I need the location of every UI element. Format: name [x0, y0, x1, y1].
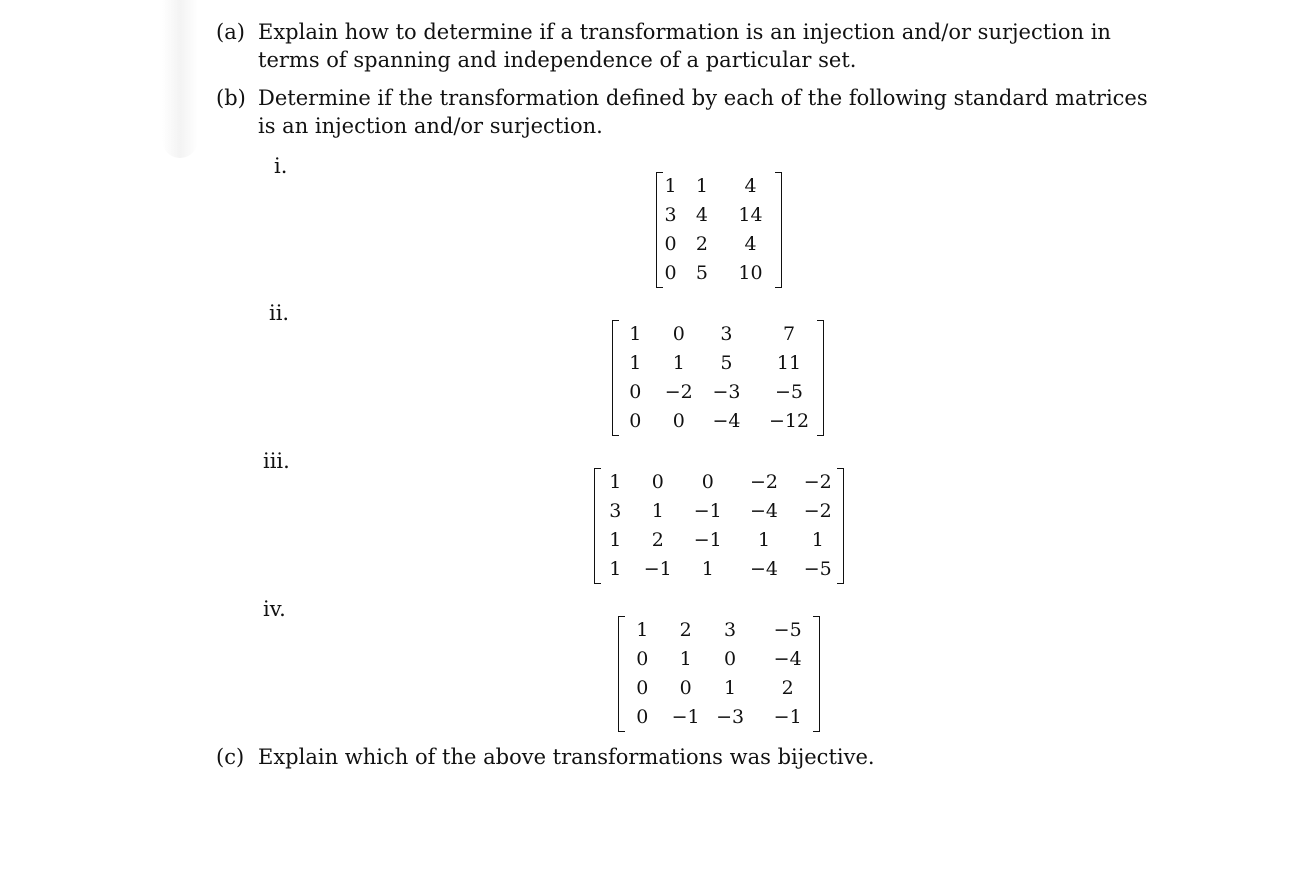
- matrix-entry: 3: [664, 204, 677, 226]
- part-b-text: Determine if the transformation defined by each of the following standard matrices is an injection and/or surjection.: [258, 86, 1148, 138]
- matrix-entry: 1: [811, 529, 824, 551]
- matrix-iv-body: [618, 616, 820, 732]
- matrix-entry: −1: [693, 529, 722, 551]
- matrix-iii-body: [594, 468, 844, 584]
- matrix-entry: 1: [629, 352, 642, 374]
- matrix-entry: 2: [695, 233, 709, 255]
- part-a-text: Explain how to determine if a transformation is an injection and/or surjection in terms of spanning and independence of a particular set.: [258, 20, 1111, 72]
- matrix-row: [656, 201, 782, 230]
- matrix-entry: −5: [803, 558, 832, 580]
- part-c: [216, 743, 1156, 771]
- matrix-iii: [594, 468, 844, 584]
- matrix-entry: −1: [671, 706, 700, 728]
- matrix-entry: −5: [774, 381, 803, 403]
- matrix-entry: 0: [636, 677, 649, 699]
- matrix-row: [656, 259, 782, 288]
- matrix-entry: 4: [744, 175, 757, 197]
- matrix-entry: 0: [672, 410, 685, 432]
- matrix-row: [612, 349, 824, 378]
- matrix-entry: 0: [636, 706, 649, 728]
- matrix-entry: −2: [803, 471, 832, 493]
- matrix-i-body: [656, 172, 782, 288]
- matrix-row: [656, 172, 782, 201]
- matrix-row: [594, 497, 844, 526]
- subpart-iii-label: iii.: [263, 449, 290, 473]
- matrix-entry: −1: [693, 500, 722, 522]
- matrix-entry: 4: [695, 204, 709, 226]
- matrix-entry: −1: [773, 706, 802, 728]
- matrix-entry: 5: [720, 352, 733, 374]
- matrix-entry: 1: [672, 352, 685, 374]
- matrix-row: [656, 230, 782, 259]
- matrix-row: [618, 616, 820, 645]
- matrix-entry: 3: [720, 323, 733, 345]
- matrix-entry: 0: [636, 648, 649, 670]
- matrix-entry: 1: [695, 175, 709, 197]
- matrix-entry: 0: [629, 381, 642, 403]
- matrix-entry: 2: [651, 529, 664, 551]
- matrix-row: [594, 555, 844, 584]
- matrix-entry: 1: [651, 500, 664, 522]
- matrix-entry: 2: [679, 619, 692, 641]
- matrix-entry: −2: [803, 500, 832, 522]
- part-c-label: (c): [216, 745, 245, 769]
- matrix-entry: −5: [773, 619, 802, 641]
- matrix-row: [618, 703, 820, 732]
- subpart-i-label: i.: [274, 154, 288, 178]
- matrix-entry: 1: [636, 619, 649, 641]
- matrix-entry: 1: [757, 529, 771, 551]
- matrix-entry: 10: [738, 262, 763, 284]
- subpart-iv-label: iv.: [263, 597, 286, 621]
- page-shadow: [162, 0, 198, 158]
- matrix-entry: −4: [749, 500, 778, 522]
- matrix-ii-body: [612, 320, 824, 436]
- matrix-entry: 1: [609, 471, 622, 493]
- matrix-entry: 1: [701, 558, 714, 580]
- matrix-entry: 1: [679, 648, 692, 670]
- matrix-entry: −12: [768, 410, 810, 432]
- matrix-entry: −4: [749, 558, 778, 580]
- matrix-entry: 11: [776, 352, 802, 374]
- matrix-entry: 0: [701, 471, 714, 493]
- matrix-entry: 4: [744, 233, 757, 255]
- matrix-entry: 0: [724, 648, 737, 670]
- matrix-entry: 5: [695, 262, 709, 284]
- matrix-entry: −1: [643, 558, 672, 580]
- matrix-entry: 3: [724, 619, 737, 641]
- matrix-entry: 0: [679, 677, 692, 699]
- matrix-row: [618, 674, 820, 703]
- matrix-entry: 7: [782, 323, 796, 345]
- matrix-i: [656, 172, 782, 288]
- matrix-entry: 0: [672, 323, 685, 345]
- matrix-entry: −4: [712, 410, 741, 432]
- matrix-row: [594, 526, 844, 555]
- matrix-entry: 1: [664, 175, 677, 197]
- matrix-entry: 1: [609, 558, 622, 580]
- matrix-entry: 2: [781, 677, 794, 699]
- matrix-entry: 1: [629, 323, 642, 345]
- matrix-row: [612, 378, 824, 407]
- matrix-ii: [612, 320, 824, 436]
- part-b-label: (b): [216, 86, 246, 110]
- matrix-entry: −2: [664, 381, 693, 403]
- matrix-entry: 3: [609, 500, 622, 522]
- part-c-text: Explain which of the above transformations was bijective.: [258, 745, 875, 769]
- matrix-entry: 0: [664, 262, 677, 284]
- matrix-row: [612, 407, 824, 436]
- matrix-row: [618, 645, 820, 674]
- part-a: [216, 18, 1156, 74]
- matrix-entry: 1: [609, 529, 622, 551]
- matrix-entry: −2: [749, 471, 778, 493]
- matrix-iv: [618, 616, 820, 732]
- matrix-entry: 14: [738, 204, 763, 226]
- matrix-entry: −3: [716, 706, 745, 728]
- matrix-entry: 0: [651, 471, 664, 493]
- matrix-entry: 1: [724, 677, 737, 699]
- matrix-row: [612, 320, 824, 349]
- matrix-entry: −4: [773, 648, 802, 670]
- matrix-entry: −3: [712, 381, 741, 403]
- part-a-label: (a): [216, 20, 245, 44]
- part-b: [216, 84, 1156, 140]
- matrix-entry: 0: [664, 233, 677, 255]
- matrix-row: [594, 468, 844, 497]
- matrix-entry: 0: [629, 410, 642, 432]
- subpart-ii-label: ii.: [269, 301, 290, 325]
